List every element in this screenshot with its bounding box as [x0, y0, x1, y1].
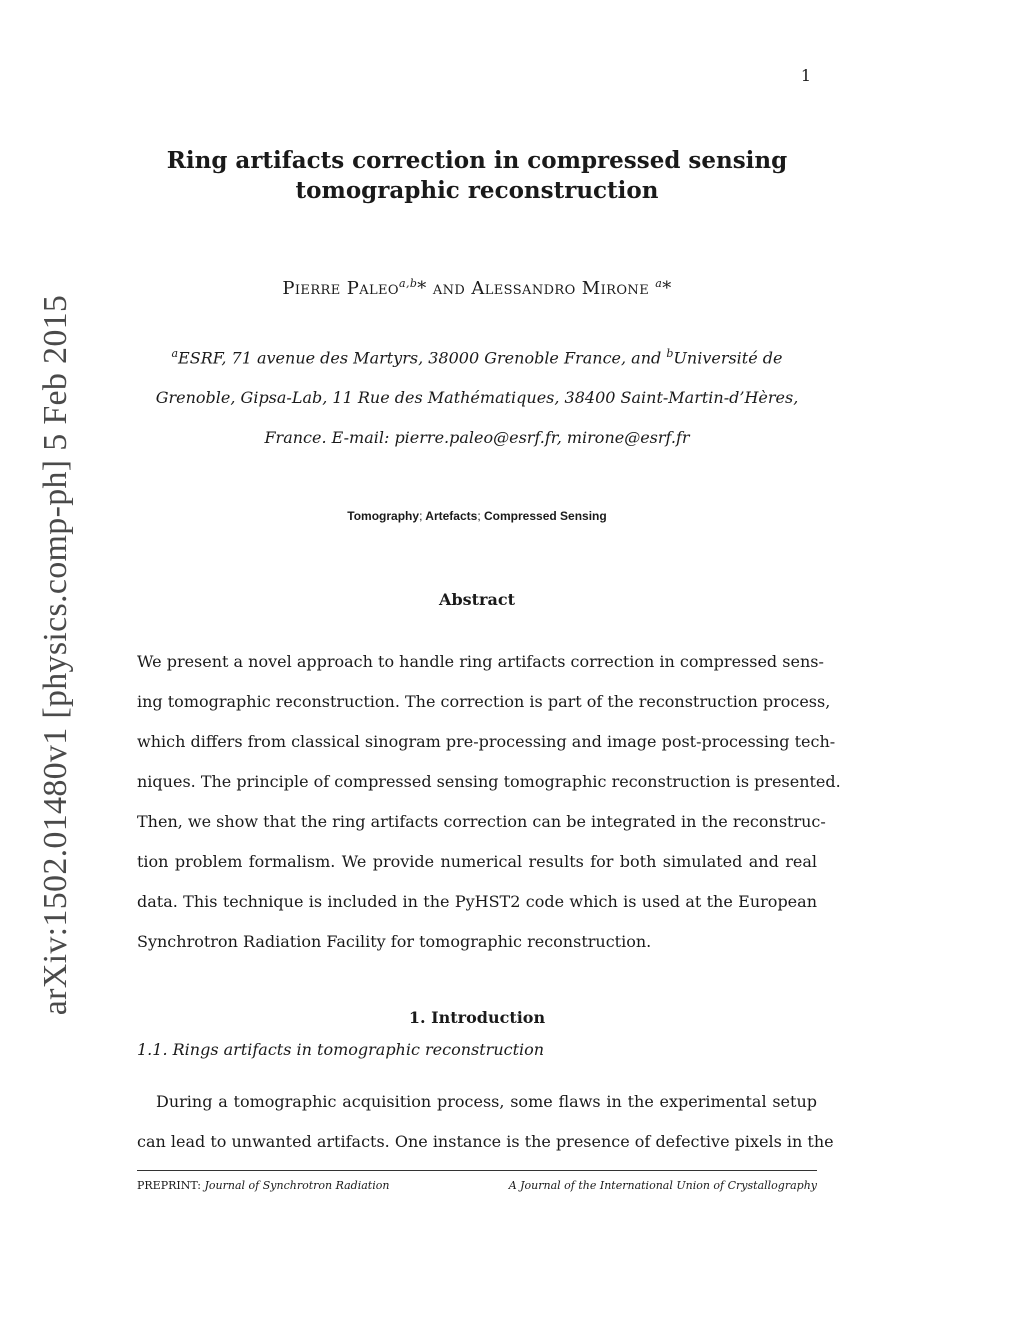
abstract-heading: Abstract	[439, 590, 515, 609]
affiliation-sup-b: b	[666, 347, 674, 360]
title-line-1: Ring artifacts correction in compressed sensing	[166, 147, 788, 174]
author-1: Pierre Paleo	[282, 278, 399, 299]
keyword-separator-2: ;	[477, 509, 481, 523]
paper-title	[137, 146, 817, 206]
keywords	[137, 509, 817, 523]
affiliation-line-3: France. E-mail: pierre.paleo@esrf.fr, mirone@esrf.fr	[264, 428, 690, 448]
abstract-line: tion problem formalism. We provide numerical results for both simulated and real	[137, 852, 817, 871]
author-1-mark: *	[417, 278, 427, 299]
keyword-1: Tomography	[347, 509, 420, 523]
abstract-line: niques. The principle of compressed sensing tomographic reconstruction is presented.	[137, 772, 841, 791]
abstract-body	[137, 642, 841, 962]
abstract-line: We present a novel approach to handle ring artifacts correction in compressed sens-	[137, 652, 824, 671]
affiliations	[137, 334, 817, 458]
footer-label: PREPRINT:	[137, 1179, 205, 1192]
abstract-line: ing tomographic reconstruction. The correction is part of the reconstruction process,	[137, 692, 831, 711]
title-line-2: tomographic reconstruction	[295, 177, 659, 204]
author-2: Alessandro Mirone	[471, 278, 650, 299]
abstract-line: Then, we show that the ring artifacts correction can be integrated in the reconstruc-	[137, 812, 826, 831]
body-line: During a tomographic acquisition process, some flaws in the experimental setup	[156, 1092, 817, 1111]
keyword-separator-1: ;	[419, 509, 423, 523]
affiliation-esrf: ESRF, 71 avenue des Martyrs, 38000 Grenoble France, and	[178, 348, 667, 368]
footer-preprint	[137, 1179, 389, 1192]
author-list	[137, 277, 817, 299]
introduction-body	[137, 1082, 834, 1162]
abstract-line: which differs from classical sinogram pre-processing and image post-processing tech-	[137, 732, 836, 751]
affiliation-sup-a: a	[171, 347, 179, 360]
affiliation-line-2: Grenoble, Gipsa-Lab, 11 Rue des Mathématiques, 38400 Saint-Martin-d’Hères,	[155, 388, 799, 408]
arxiv-stamp[interactable]: arXiv:1502.01480v1 [physics.comp-ph] 5 Feb 2015	[37, 294, 74, 1016]
footer-iucr: A Journal of the International Union of Crystallography	[508, 1179, 817, 1192]
abstract-line: data. This technique is included in the PyHST2 code which is used at the European	[137, 892, 817, 911]
section-heading-introduction: 1. Introduction	[408, 1008, 546, 1027]
footer-journal: Journal of Synchrotron Radiation	[204, 1179, 390, 1192]
abstract-line: Synchrotron Radiation Facility for tomographic reconstruction.	[137, 932, 652, 951]
affiliation-universite: Université de	[673, 348, 783, 368]
author-2-affiliation-sup: a	[655, 277, 663, 290]
author-1-affiliation-sup: a,b	[399, 277, 418, 290]
footer-divider	[137, 1170, 817, 1171]
body-line: can lead to unwanted artifacts. One instance is the presence of defective pixels in the	[137, 1132, 834, 1151]
keyword-2: Artefacts	[425, 509, 478, 523]
affiliation-line-1	[137, 334, 817, 378]
subsection-heading: 1.1. Rings artifacts in tomographic reconstruction	[137, 1040, 545, 1059]
author-2-mark: *	[662, 278, 672, 299]
keyword-3: Compressed Sensing	[484, 509, 607, 523]
author-conjunction: and	[426, 278, 472, 299]
page-number: 1	[800, 66, 811, 85]
